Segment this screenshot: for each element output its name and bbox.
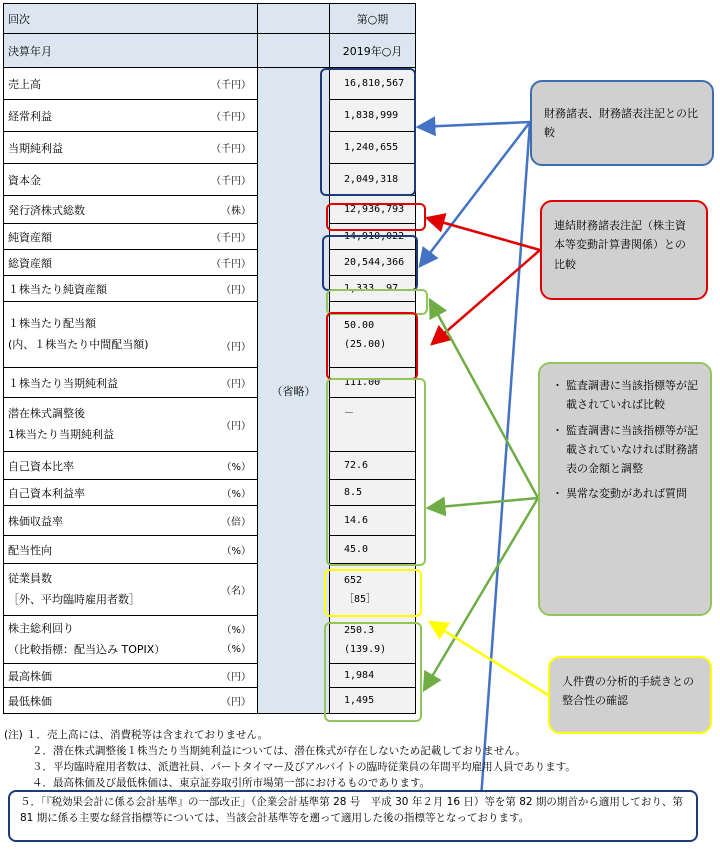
subheader-date: 2019年○月 — [330, 34, 416, 68]
row-label — [4, 564, 174, 616]
row-label: 売上高 — [4, 68, 174, 100]
callout-personnel: 人件費の分析的手続きとの整合性の確認 — [548, 656, 712, 734]
blue-highlight-pl — [320, 68, 416, 196]
subheader-middle — [258, 34, 330, 68]
row-unit: （円） — [174, 276, 258, 302]
row-label: 自己資本比率 — [4, 452, 174, 480]
subheader-label: 決算年月 — [4, 34, 258, 68]
header-middle — [258, 4, 330, 34]
row-label: 純資産額 — [4, 224, 174, 250]
yellow-highlight-employees — [324, 569, 422, 617]
row-value: 45.0 — [330, 536, 416, 564]
row-label — [4, 616, 174, 664]
audit-item: ・ 異常な変動があれば質問 — [552, 484, 698, 503]
row-value: － — [330, 398, 416, 452]
yellow-arrows — [430, 622, 548, 695]
row-value-line1: 250.3 — [344, 624, 375, 636]
row-unit: （円） — [174, 368, 258, 398]
row-label-line2: ［外、平均臨時雇用者数］ — [8, 592, 140, 606]
green-arrow-stock — [424, 498, 538, 690]
row-label: １株当たり当期純利益 — [4, 368, 174, 398]
row-label: 最高株価 — [4, 664, 174, 688]
blue-arrow-pl — [418, 122, 530, 127]
row-unit: （株） — [174, 196, 258, 224]
row-label: 経常利益 — [4, 100, 174, 132]
red-arrow-dividend — [432, 250, 540, 344]
yellow-arrow-employees — [430, 622, 548, 695]
row-label-line1: 潜在株式調整後 — [8, 406, 85, 420]
row-unit-line1: （%） — [221, 624, 251, 636]
header-period: 第○期 — [330, 4, 416, 34]
blue-highlight-assets — [322, 235, 418, 291]
row-label: １株当たり純資産額 — [4, 276, 174, 302]
footnote-5-box — [8, 790, 698, 842]
row-value: 8.5 — [330, 480, 416, 506]
row-unit: （千円） — [174, 250, 258, 276]
audit-item: ・ 監査調書に当該指標等が記載されていれば比較 — [552, 376, 698, 415]
omitted-label: （省略） — [271, 384, 316, 398]
row-label: 当期純利益 — [4, 132, 174, 164]
row-label-line1: １株当たり配当額 — [8, 316, 96, 330]
green-arrow-bps — [430, 300, 538, 498]
row-unit: （円） — [174, 302, 258, 368]
row-label: 自己資本利益率 — [4, 480, 174, 506]
row-value: 1,333. 97 — [330, 276, 416, 302]
footnote-5: ５．「『税効果会計に係る会計基準』の一部改正」（企業会計基準第 28 号 平成 30 年２月 16 日）等を第 82 期の期首から適用しており、第 81 期に係る主要な経営指標等については、当該会計基準等を遡って適用した後の指標等となっております。 — [20, 796, 683, 824]
row-label-line2: (内、１株当たり中間配当額) — [8, 337, 149, 351]
row-label: 株価収益率 — [4, 506, 174, 536]
row-value: 72.6 — [330, 452, 416, 480]
footnote-3: ３．平均臨時雇用者数は、派遣社員、パートタイマー及びアルバイトの臨時従業員の年間平均雇用人員であります。 — [32, 761, 576, 773]
row-unit: （千円） — [174, 224, 258, 250]
row-value: 1,495 — [330, 688, 416, 714]
row-unit: （%） — [174, 536, 258, 564]
row-value-line1: 652 — [344, 574, 363, 586]
row-unit: （%） — [174, 452, 258, 480]
row-value: 14.6 — [330, 506, 416, 536]
row-value-line1: 50.00 — [344, 319, 375, 331]
row-unit: （千円） — [174, 68, 258, 100]
callout-financial-statements: 財務諸表、財務諸表注記との比較 — [530, 80, 714, 166]
row-unit — [174, 616, 258, 664]
row-label: 配当性向 — [4, 536, 174, 564]
row-label: 発行済株式総数 — [4, 196, 174, 224]
row-label — [4, 398, 174, 452]
red-arrows — [427, 218, 540, 344]
row-value-line2: (139.9) — [344, 643, 387, 655]
row-label-line2: （比較指標：配当込み TOPIX） — [8, 642, 166, 656]
row-value-line2: ［85］ — [344, 593, 377, 605]
row-unit: （円） — [174, 664, 258, 688]
row-label: 最低株価 — [4, 688, 174, 714]
row-unit: （%） — [174, 480, 258, 506]
green-arrow-ratios — [428, 498, 538, 508]
blue-arrow-assets — [420, 122, 530, 266]
footnote-4: ４．最高株価及び最低株価は、東京証券取引所市場第一部におけるものであります。 — [32, 777, 431, 789]
footnote-1: (注) １．売上高には、消費税等は含まれておりません。 — [4, 729, 269, 741]
green-arrows — [424, 300, 538, 690]
row-value: 20,544,366 — [330, 250, 416, 276]
row-unit: （倍） — [174, 506, 258, 536]
callout-consolidated-notes: 連結財務諸表注記（株主資本等変動計算書関係）との比較 — [540, 200, 708, 300]
row-label: 総資産額 — [4, 250, 174, 276]
row-unit: （千円） — [174, 100, 258, 132]
row-unit: （円） — [174, 688, 258, 714]
callout-audit-procedures — [538, 362, 712, 616]
footnotes — [4, 727, 714, 791]
footnote-2: ２．潜在株式調整後１株当たり当期純利益については、潜在株式が存在しないため記載しておりません。 — [32, 745, 526, 757]
header-label: 回次 — [4, 4, 258, 34]
row-value: 1,984 — [330, 664, 416, 688]
row-label-line1: 従業員数 — [8, 571, 52, 585]
row-unit: （千円） — [174, 132, 258, 164]
row-unit: （千円） — [174, 164, 258, 196]
row-unit: （円） — [174, 398, 258, 452]
red-arrow-shares — [427, 218, 540, 250]
green-highlight-ratios — [326, 378, 426, 566]
row-label-line2: 1株当たり当期純利益 — [8, 427, 114, 441]
row-label — [4, 302, 174, 368]
row-value: 1,838,999 — [330, 100, 416, 132]
row-value: 1,240,655 — [330, 132, 416, 164]
omitted-column — [258, 68, 330, 714]
row-value: 111.00 — [330, 368, 416, 398]
row-unit-line2: （%） — [221, 643, 251, 655]
green-highlight-stock — [324, 622, 422, 722]
audit-item: ・ 監査調書に当該指標等が記載されていなければ財務諸表の金額と調整 — [552, 421, 698, 479]
red-highlight-dividend — [326, 312, 418, 380]
row-label-line1: 株主総利回り — [8, 621, 74, 635]
row-value: 14,910,022 — [330, 224, 416, 250]
row-value: 16,810,567 — [330, 68, 416, 100]
row-value: 12,936,793 — [330, 196, 416, 224]
row-label: 資本金 — [4, 164, 174, 196]
row-value-line2: (25.00) — [344, 338, 387, 350]
row-value: 2,049,318 — [330, 164, 416, 196]
row-unit: （名） — [174, 564, 258, 616]
red-highlight-shares — [326, 203, 426, 231]
